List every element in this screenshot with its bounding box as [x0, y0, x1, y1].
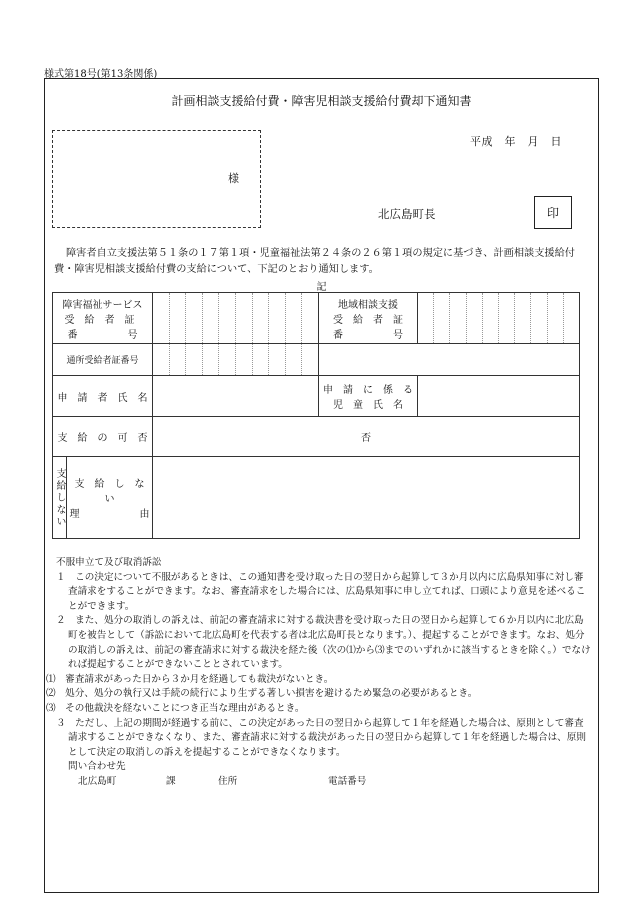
contact-address: 住所: [218, 775, 238, 787]
welfare-cert-digits: [153, 293, 319, 344]
form-number: 様式第18号(第13条関係): [44, 69, 158, 80]
note-sub-2: ⑵ 処分、処分の執行又は手続の続行により生ずる著しい損害を避けるため緊急の必要があるとき。: [46, 688, 478, 700]
label-child-name: [319, 376, 418, 417]
intro-paragraph: 障害者自立支援法第５１条の１７第１項・児童福祉法第２４条の２６第１項の規定に基づき、計画相談支援給付費・障害児相談支援給付費の支給について、下記のとおり通知します。: [54, 248, 575, 275]
label-approval: 支 給 の 可 否: [53, 417, 153, 457]
row-approval: [53, 417, 580, 457]
row-certificate-numbers: [53, 293, 580, 344]
note-item-3: ３ ただし、上記の期間が経過する前に、この決定があった日の翌日から起算して１年を経過した場合は、原則として審査請求することができなくなり、また、審査請求に対する裁決があった日の翌日から起算して１年を経過した場合は、原則として決定の取消しの訴えを提起することができなくなります。: [56, 717, 586, 758]
label-reason-vertical: 支給しない: [53, 457, 67, 539]
label-line: 児 童 氏 名: [333, 400, 403, 411]
contact-phone: 電話番号: [328, 775, 367, 787]
seal-label: 印: [546, 206, 559, 220]
ki-heading: 記: [316, 282, 327, 293]
community-cert-digits: [418, 293, 580, 344]
row-day-cert: [53, 344, 580, 376]
document-title: 計画相談支援給付費・障害児相談支援給付費却下通知書: [171, 94, 472, 108]
appeal-notes: [46, 556, 591, 790]
note-item-2: ２ また、処分の取消しの訴えは、前記の審査請求に対する裁決書を受け取った日の翌日から起算して６か月以内に北広島町を被告として（訴訟において北広島町を代表する者は北広島町長となります。）、提起することができます。なお、処分の取消しの訴えは、前記の審査請求に対する裁決を経た後（次の⑴から⑶までのいずれかに該当するときを除く。）でなければ提起することができないこととされています。: [56, 615, 591, 671]
label-line: 申 請 に 係 る: [323, 385, 413, 396]
day-cert-digits: [153, 344, 319, 376]
row-applicant: [53, 376, 580, 417]
note-item-1: １ この決定について不服があるときは、この通知書を受け取った日の翌日から起算して３か月以内に広島県知事に対し審査請求をすることができます。なお、審査請求をした場合には、広島県知事に申し立てれば、口頭により意見を述べることができます。: [56, 571, 586, 612]
contact-line: [56, 775, 591, 790]
approval-value: 否: [153, 417, 580, 457]
label-day-cert: 通所受給者証番号: [53, 344, 153, 376]
seal-box: [534, 196, 572, 229]
recipient-honorific: 様: [228, 172, 239, 185]
label-line: 受 給 者 証: [64, 314, 135, 326]
note-sub-1: ⑴ 審査請求があった日から３か月を経過しても裁決がないとき。: [46, 673, 334, 685]
label-line: 地域相談支援: [338, 299, 398, 311]
label-line: 番 号: [67, 329, 138, 341]
label-reason: [67, 457, 153, 539]
row-reason: [53, 457, 580, 539]
label-line: 障害福祉サービス: [62, 299, 143, 311]
child-name-value: [418, 376, 580, 417]
reason-value: [153, 457, 580, 539]
contact-heading: 問い合わせ先: [68, 761, 126, 773]
label-line: 理 由: [69, 509, 150, 520]
notice-table: [52, 292, 580, 539]
note-sub-3: ⑶ その他裁決を経ないことにつき正当な理由があるとき。: [46, 702, 305, 714]
contact-town: 北広島町: [78, 775, 117, 787]
label-welfare-cert: [53, 293, 153, 344]
label-line: 支 給 し な い: [74, 479, 155, 505]
label-community-cert: [319, 293, 418, 344]
day-cert-blank: [319, 344, 580, 376]
label-applicant-name: 申 請 者 氏 名: [53, 376, 153, 417]
applicant-name-value: [153, 376, 319, 417]
label-line: 番 号: [333, 329, 403, 341]
issue-date: 平成 年 月 日: [470, 135, 562, 148]
issuer-name: 北広島町長: [378, 207, 436, 221]
notes-heading: 不服申立て及び取消訴訟: [56, 557, 162, 568]
contact-division: 課: [166, 775, 176, 787]
label-line: 受 給 者 証: [333, 314, 403, 326]
